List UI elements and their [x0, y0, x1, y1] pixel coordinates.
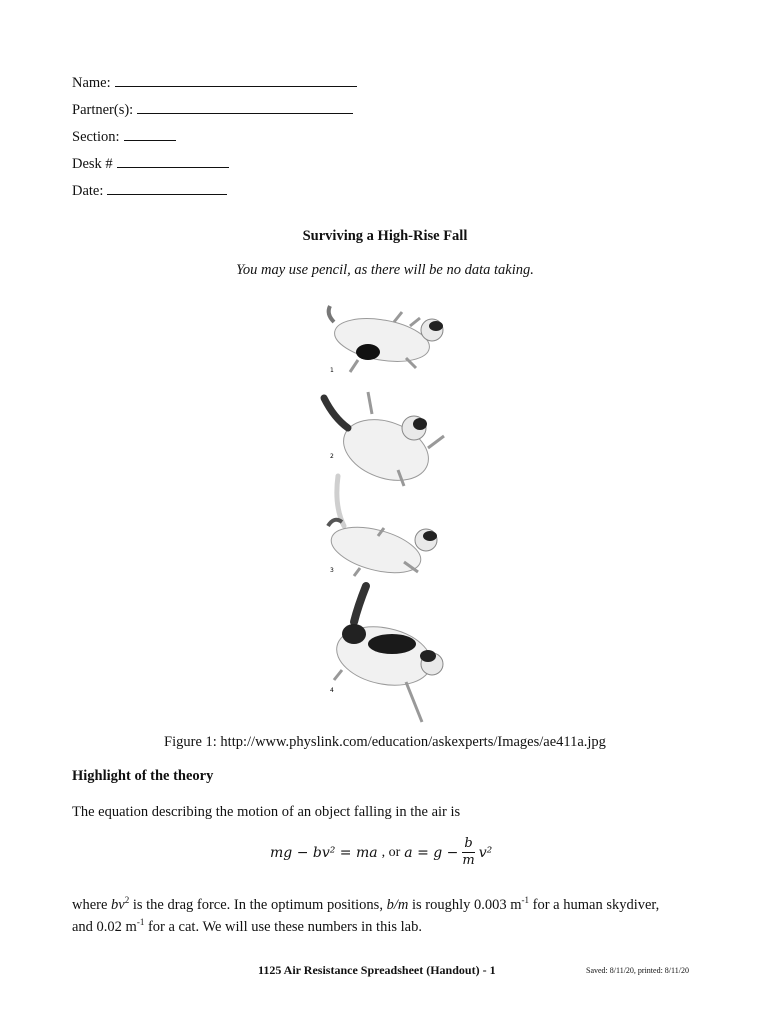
- cat-panel-3: [326, 476, 437, 581]
- figure-caption: Figure 1: http://www.physlink.com/education/askexperts/Images/ae411a.jpg: [164, 734, 606, 750]
- cat-panel-2: [324, 392, 444, 491]
- equation-fraction: [462, 836, 474, 869]
- body-superscript: 2: [124, 895, 130, 905]
- body-text: is the drag force. In the optimum positions,: [129, 896, 387, 913]
- section-label: Section:: [72, 129, 120, 145]
- panel-number-3: 3: [330, 567, 334, 574]
- partners-blank[interactable]: [137, 101, 353, 114]
- drag-paragraph: [72, 892, 712, 936]
- equation-left: mg − bv² = ma: [270, 844, 378, 861]
- motion-equation: [270, 836, 492, 869]
- desk-blank[interactable]: [117, 155, 229, 168]
- date-label: Date:: [72, 183, 104, 199]
- section-field: [72, 128, 176, 146]
- date-field: [72, 182, 227, 200]
- fraction-denominator: m: [462, 853, 475, 868]
- body-superscript: -1: [136, 916, 145, 927]
- body-superscript: -1: [521, 895, 530, 905]
- date-blank[interactable]: [107, 182, 227, 195]
- body-text-drag-term: bv: [111, 896, 125, 913]
- desk-field: [72, 155, 229, 173]
- body-text: where: [72, 896, 112, 913]
- page-title: Surviving a High-Rise Fall: [302, 228, 468, 244]
- name-label: Name:: [72, 75, 111, 91]
- cat-panel-4: [330, 586, 443, 722]
- body-text: for a human skydiver,: [529, 896, 660, 913]
- name-field: [72, 74, 357, 92]
- panel-number-2: 2: [330, 453, 334, 460]
- partners-label: Partner(s):: [72, 102, 134, 118]
- panel-number-4: 4: [330, 687, 334, 694]
- partners-field: [72, 101, 353, 119]
- cat-panel-1: [329, 306, 443, 374]
- desk-label: Desk #: [72, 156, 113, 172]
- panel-number-1: 1: [330, 367, 334, 374]
- body-text: and 0.02 m: [72, 918, 137, 935]
- fraction-numerator: b: [464, 836, 473, 851]
- falling-cat-figure: [310, 300, 460, 730]
- body-text-ratio: b/m: [386, 896, 409, 913]
- section-blank[interactable]: [124, 128, 176, 141]
- theory-heading: Highlight of the theory: [72, 768, 214, 784]
- page-subtitle: You may use pencil, as there will be no data taking.: [236, 262, 534, 278]
- equation-right-prefix: a = g −: [404, 844, 459, 861]
- name-blank[interactable]: [115, 74, 357, 87]
- body-text: is roughly 0.003 m: [408, 896, 522, 913]
- equation-right-suffix: v²: [478, 844, 493, 861]
- equation-or: , or: [381, 844, 401, 860]
- intro-paragraph: The equation describing the motion of an object falling in the air is: [72, 804, 461, 820]
- saved-printed-stamp: Saved: 8/11/20, printed: 8/11/20: [586, 966, 689, 975]
- page-footer: 1125 Air Resistance Spreadsheet (Handout) - 1: [258, 963, 496, 977]
- body-text: for a cat. We will use these numbers in this lab.: [144, 918, 422, 935]
